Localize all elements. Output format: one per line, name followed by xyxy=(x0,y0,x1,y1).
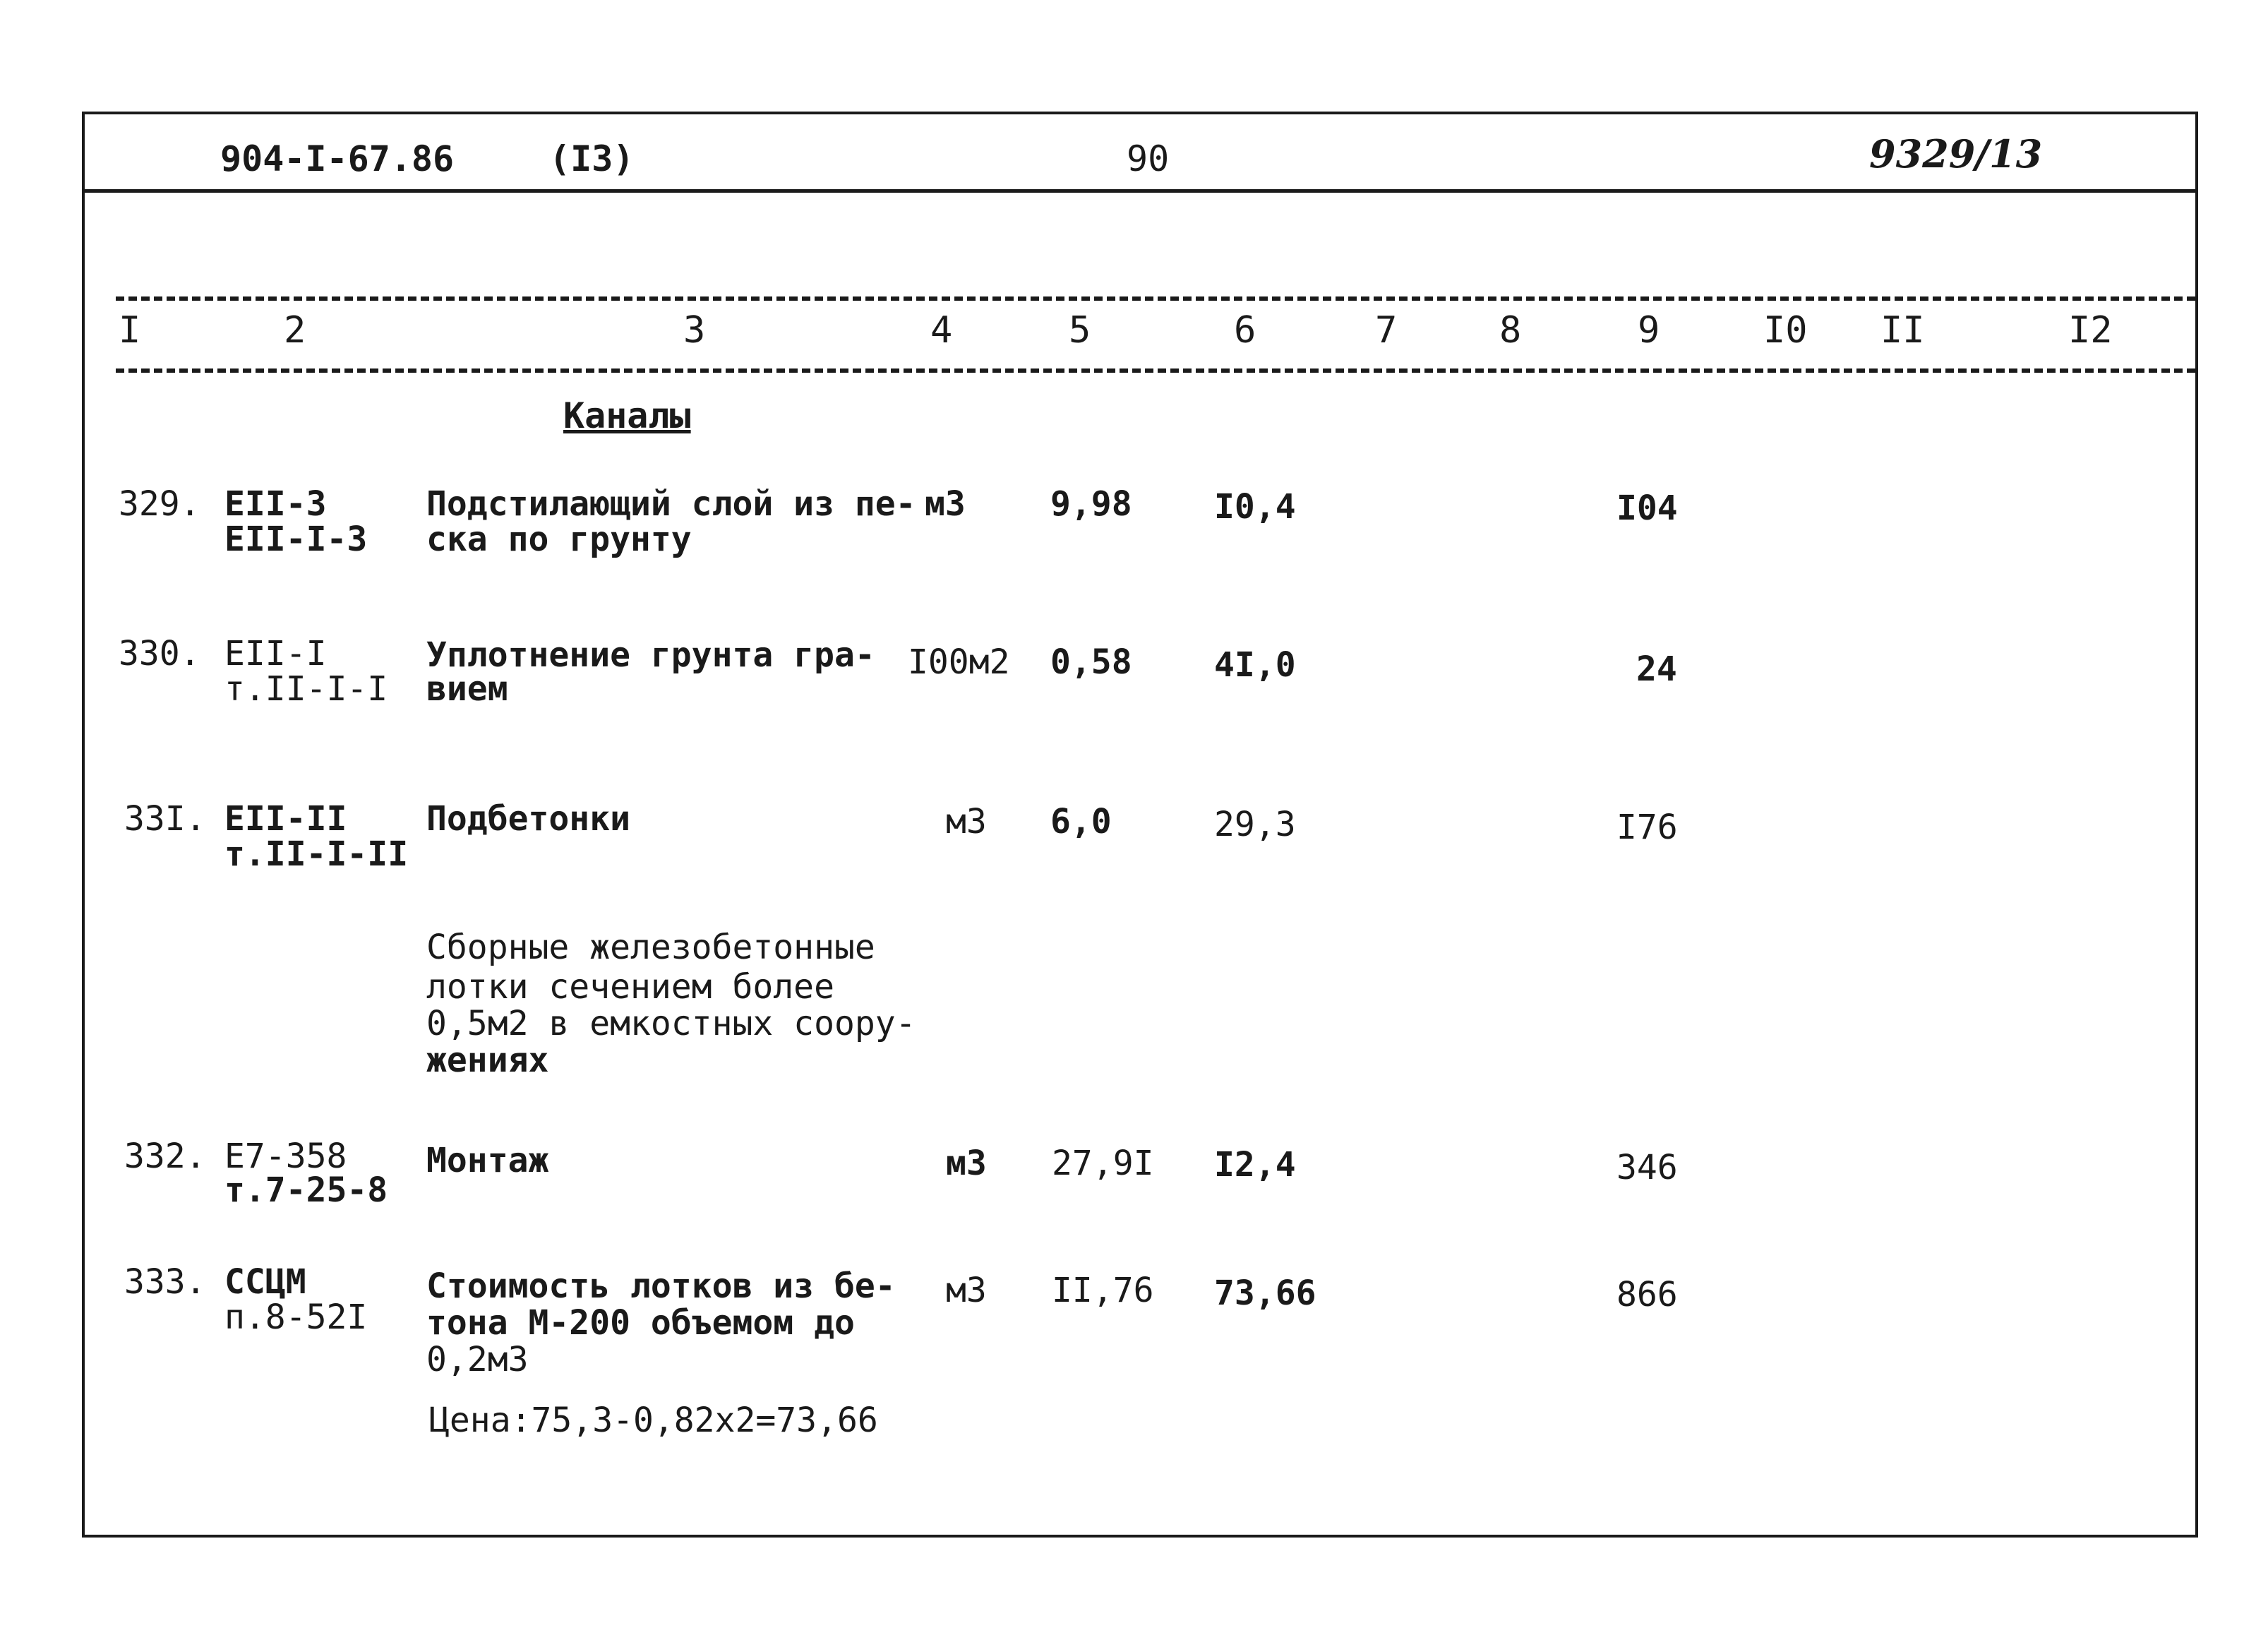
norm-code: ЕII-3 xyxy=(224,484,327,524)
quantity: 0,58 xyxy=(1050,642,1132,682)
row-number: 33I. xyxy=(124,799,206,839)
norm-reference: п.8-52I xyxy=(224,1298,368,1337)
row-number: 330. xyxy=(119,634,200,673)
unit: м3 xyxy=(925,484,966,524)
norm-reference: т.7-25-8 xyxy=(224,1170,388,1210)
quantity: 6,0 xyxy=(1050,802,1112,841)
quantity: 9,98 xyxy=(1050,484,1132,524)
document-code: 904-I-67.86 xyxy=(220,138,455,179)
column-number-10: I0 xyxy=(1763,309,1808,352)
unit: I00м2 xyxy=(908,642,1010,682)
unit: м3 xyxy=(946,802,987,841)
row-number: 333. xyxy=(124,1262,206,1302)
quantity: II,76 xyxy=(1052,1271,1154,1310)
row-description-line: Сборные железобетонные xyxy=(426,928,875,967)
row-description-line: тона М-200 объемом до xyxy=(426,1303,855,1343)
total: 24 xyxy=(1636,649,1677,689)
unit: м3 xyxy=(946,1144,987,1183)
norm-reference: т.II-I-II xyxy=(224,834,409,874)
row-description-line: 0,5м2 в емкостных соору- xyxy=(426,1004,916,1043)
column-number-9: 9 xyxy=(1638,309,1660,352)
row-description-line: Подбетонки xyxy=(426,799,630,839)
row-description-line: ска по грунту xyxy=(426,520,692,559)
row-number: 329. xyxy=(119,484,200,524)
column-number-12: I2 xyxy=(2068,309,2113,352)
unit: м3 xyxy=(946,1271,987,1310)
unit-price: I0,4 xyxy=(1214,487,1296,527)
unit-price: 29,3 xyxy=(1214,805,1296,844)
column-number-11: II xyxy=(1880,309,1925,352)
column-number-5: 5 xyxy=(1069,309,1091,352)
column-number-8: 8 xyxy=(1499,309,1522,352)
row-description-line: Уплотнение грунта гра- xyxy=(426,635,875,675)
unit-price: 73,66 xyxy=(1214,1274,1316,1313)
column-number-2: 2 xyxy=(284,309,306,352)
total: 866 xyxy=(1616,1275,1678,1314)
row-description-line: Подстилающий слой из пе- xyxy=(426,484,916,524)
row-description-line: жениях xyxy=(426,1041,549,1080)
norm-code: ССЦМ xyxy=(224,1262,306,1302)
handwritten-reference: 9329/13 xyxy=(1869,131,2043,176)
norm-code: ЕII-II xyxy=(224,799,347,839)
row-number: 332. xyxy=(124,1137,206,1176)
section-title: Каналы xyxy=(563,395,691,436)
row-description-line: Монтаж xyxy=(426,1141,549,1180)
column-number-3: 3 xyxy=(683,309,706,352)
column-header-bottom-rule xyxy=(116,368,2195,373)
unit-price: I2,4 xyxy=(1214,1145,1296,1185)
column-header-top-rule xyxy=(116,296,2195,301)
quantity: 27,9I xyxy=(1052,1144,1154,1183)
unit-price: 4I,0 xyxy=(1214,645,1296,685)
norm-code: Е7-358 xyxy=(224,1137,347,1176)
total: 346 xyxy=(1616,1148,1678,1187)
header-rule xyxy=(82,189,2198,193)
column-number-1: I xyxy=(119,309,141,352)
row-description-line: 0,2м3 xyxy=(426,1340,529,1379)
norm-code: ЕII-I xyxy=(224,634,327,673)
row-description-line: лотки сечением более xyxy=(426,967,834,1007)
sheet-number: (I3) xyxy=(549,138,635,179)
column-number-4: 4 xyxy=(930,309,953,352)
row-description-line: вием xyxy=(426,669,508,709)
column-number-7: 7 xyxy=(1375,309,1398,352)
column-number-6: 6 xyxy=(1234,309,1256,352)
total: I04 xyxy=(1616,489,1678,528)
total: I76 xyxy=(1616,808,1678,847)
price-calculation-note: Цена:75,3-0,82х2=73,66 xyxy=(429,1401,878,1440)
page-number: 90 xyxy=(1127,138,1170,179)
norm-reference: ЕII-I-3 xyxy=(224,520,368,559)
norm-reference: т.II-I-I xyxy=(224,669,388,709)
row-description-line: Стоимость лотков из бе- xyxy=(426,1266,896,1306)
